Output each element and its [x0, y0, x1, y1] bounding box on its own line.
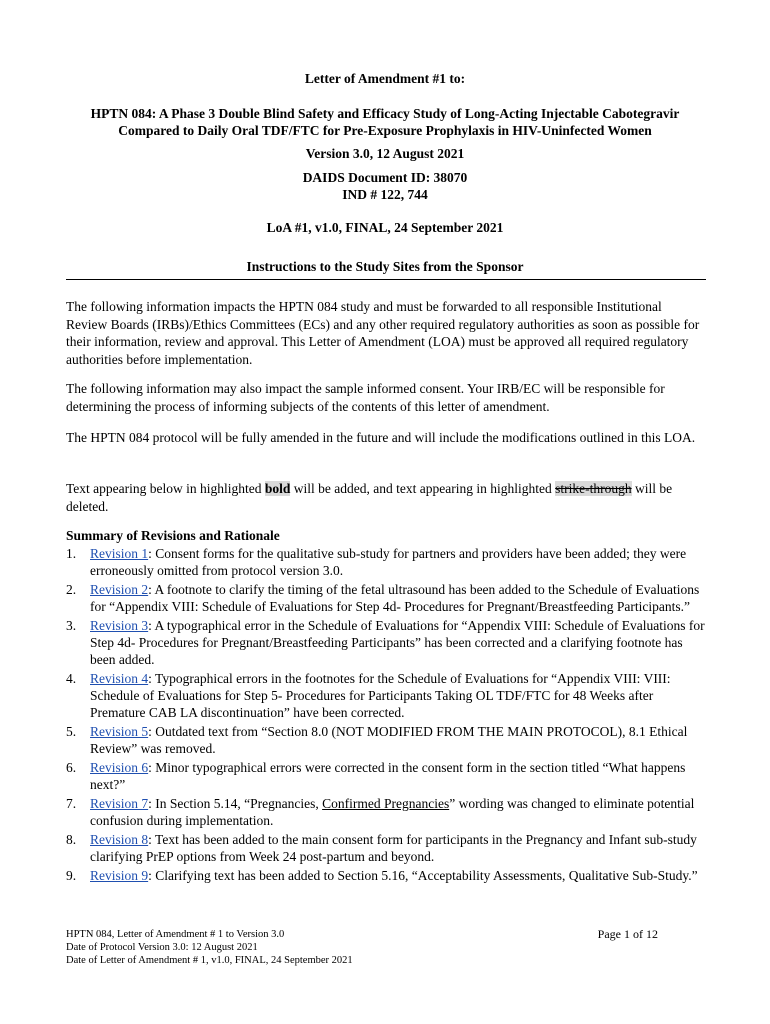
list-item	[66, 831, 706, 865]
item-number: 8.	[66, 832, 77, 847]
footer-line-1: HPTN 084, Letter of Amendment # 1 to Version 3.0	[66, 929, 285, 940]
revision-9-link[interactable]: Revision 9	[90, 868, 149, 883]
item-text: ” wording was changed to eliminate potential confusion during implementation.	[90, 796, 695, 828]
instructions-heading: Instructions to the Study Sites from the Sponsor	[246, 259, 524, 274]
daids-id: DAIDS Document ID: 38070	[302, 170, 468, 185]
legend-text-b: will be added, and text appearing in highlighted	[290, 481, 556, 496]
list-item	[66, 545, 706, 579]
revision-6-link[interactable]: Revision 6	[90, 760, 149, 775]
footer-line-3: Date of Letter of Amendment # 1, v1.0, FINAL, 24 September 2021	[66, 955, 353, 966]
legend-strike-sample: strike-through	[555, 481, 632, 496]
item-number: 5.	[66, 724, 77, 739]
page-number: Page 1 of 12	[597, 927, 658, 941]
list-item	[66, 759, 706, 793]
study-title-line2: Compared to Daily Oral TDF/FTC for Pre-Exposure Prophylaxis in HIV-Uninfected Women	[118, 123, 652, 138]
heading-divider	[66, 279, 706, 280]
item-text: : A footnote to clarify the timing of the fetal ultrasound has been added to the Schedule of Evaluations for “Appendix VIII: Schedule of Evaluations for Step 4d- Procedures for Pregnant/Breastfeeding Participants.”	[90, 582, 700, 614]
paragraph-future-amend: The HPTN 084 protocol will be fully amended in the future and will include the modifications outlined in this LOA.	[66, 430, 696, 445]
legend-bold-sample: bold	[264, 481, 291, 496]
revision-1-link[interactable]: Revision 1	[90, 546, 149, 561]
item-number: 9.	[66, 868, 77, 883]
item-number: 4.	[66, 671, 77, 686]
item-text: : Consent forms for the qualitative sub-study for partners and providers have been added; they were erroneously omitted from protocol version 3.0.	[90, 546, 687, 578]
page-footer	[66, 928, 658, 967]
item-text: : Typographical errors in the footnotes for the Schedule of Evaluations for “Appendix VIII: VIII: Schedule of Evaluations for Step 5- Procedures for Participants Taking OL TDF/FTC for 48 Weeks after Premature CAB LA discontinuation” have been corrected.	[90, 671, 671, 720]
item-number: 6.	[66, 760, 77, 775]
legend-text-c: will be deleted.	[66, 481, 673, 514]
list-item	[66, 581, 706, 615]
paragraph-legend	[66, 480, 706, 515]
item-text: : Clarifying text has been added to Section 5.16, “Acceptability Assessments, Qualitative Sub-Study.”	[148, 868, 698, 883]
item-number: 7.	[66, 796, 77, 811]
paragraph-consent: The following information may also impact the sample informed consent. Your IRB/EC will be responsible for determining the process of informing subjects of the contents of this letter of amendment.	[66, 381, 665, 414]
item-text: : A typographical error in the Schedule of Evaluations for “Appendix VIII: Schedule of Evaluations for Step 4d- Procedures for Pregnant/Breastfeeding Participants” has been corrected and a clarifying footnote has been added.	[90, 618, 705, 667]
ind-number: IND # 122, 744	[342, 187, 428, 202]
item-text: : Minor typographical errors were corrected in the consent form in the section titled “What happens next?”	[90, 760, 686, 792]
item-text: : Outdated text from “Section 8.0 (NOT MODIFIED FROM THE MAIN PROTOCOL), 8.1 Ethical Review” was removed.	[90, 724, 688, 756]
item-text: : Text has been added to the main consent form for participants in the Pregnancy and Infant sub-study clarifying PrEP options from Week 24 post-partum and beyond.	[90, 832, 697, 864]
underlined-term: Confirmed Pregnancies	[322, 796, 450, 811]
revision-2-link[interactable]: Revision 2	[90, 582, 149, 597]
legend-text-a: Text appearing below in highlighted	[66, 481, 265, 496]
item-number: 3.	[66, 618, 77, 633]
list-item	[66, 670, 706, 721]
list-item	[66, 867, 706, 884]
item-text: : In Section 5.14, “Pregnancies,	[148, 796, 323, 811]
summary-heading: Summary of Revisions and Rationale	[66, 528, 280, 543]
item-number: 2.	[66, 582, 77, 597]
amendment-title: Letter of Amendment #1 to:	[304, 71, 466, 86]
revision-list	[66, 545, 706, 886]
revision-8-link[interactable]: Revision 8	[90, 832, 149, 847]
loa-version: LoA #1, v1.0, FINAL, 24 September 2021	[266, 220, 504, 235]
revision-5-link[interactable]: Revision 5	[90, 724, 149, 739]
revision-3-link[interactable]: Revision 3	[90, 618, 149, 633]
list-item	[66, 723, 706, 757]
version-line: Version 3.0, 12 August 2021	[305, 146, 465, 161]
paragraph-impact: The following information impacts the HPTN 084 study and must be forwarded to all responsible Institutional Review Boards (IRBs)/Ethics Committees (ECs) and any other required regulatory authorities as soon as possible for their information, review and approval. This Letter of Amendment (LOA) must be approved all required regulatory authorities before implementation.	[66, 299, 700, 367]
study-title-line1: HPTN 084: A Phase 3 Double Blind Safety and Efficacy Study of Long-Acting Injectable Cabotegravir	[90, 106, 680, 121]
revision-7-link[interactable]: Revision 7	[90, 796, 149, 811]
footer-line-2: Date of Protocol Version 3.0: 12 August 2021	[66, 942, 258, 953]
list-item	[66, 795, 706, 829]
list-item	[66, 617, 706, 668]
item-number: 1.	[66, 546, 77, 561]
revision-4-link[interactable]: Revision 4	[90, 671, 149, 686]
